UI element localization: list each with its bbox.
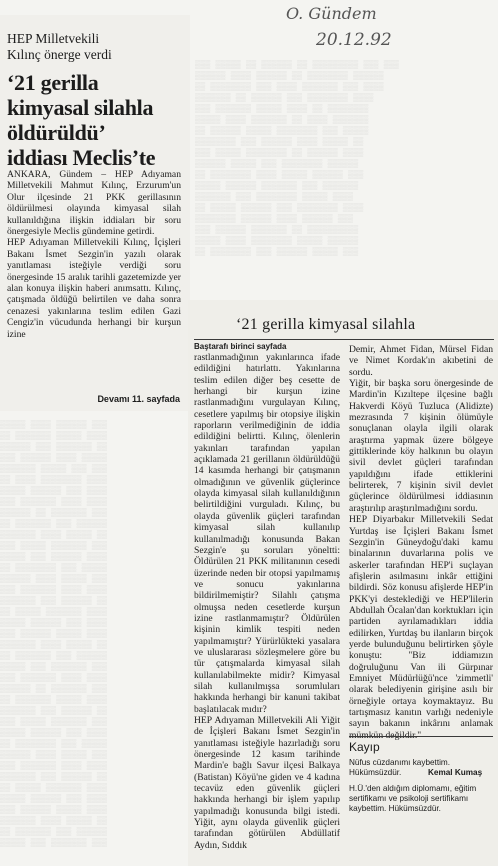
front-page-clipping bbox=[0, 15, 190, 411]
article1-continued: Devamı 11. sayfada bbox=[97, 394, 180, 404]
article2-column-1: rastlanmadığının yakınlarınca ifade edildiğini hatırlattı. Yakınlarına teslim edilen diğer beş cesette de herhangi bir kurşun izine rastlanmadığını vurgulayan Kılınç, cesetlere yapılmış bir otopsiye ilişkin raporların verilmediğinin de iddia edildiğini belirtti. Kılınç, ölenlerin yakınları tarafından yapılan açıklamada 21 gerillanın öldürüldüğü 14 kasımda herhangi bir çatışmanın olmadığının ve güvenlik güçlerince olayda kimyasal silah kullanıldığının belirtildiğini vurguladı. Kılınç, bu olayda güvenlik güçleri tarafından kimyasal silah kullanılıp kullanılmadığı konusunda Bakan Sezgin'e şu soruları yöneltti: Öldürülen 21 PKK militanının cesedi üzerinde neden bir otopsi yapılmamış ve sonucu yakınlarına bildirilmemiştir? Silahlı çatışma olmuşsa neden cesetlerde kurşun izine rastlanmamıştır? Öldürülen kişinin kimlik tespiti neden yapılmamıştır? Yürürlükteki yasalara ve uluslararası sözleşmelere göre bu tür çatışmalarda kimyasal silah kullanılabilmekte midir? Kimyasal silah kullanılmışsa sorumluları hakkında herhangi bir kanuni takibat başlatılacak mıdır? HEP Adıyaman Milletvekili Ali Yiğit de İçişleri Bakanı İsmet Sezgin'in yanıtlaması isteğiyle hazırladığı soru önergesinde 12 kasım tarihinde Mardin'e bağlı Savur ilçesi Balkaya (Batistan) Köyü'ne giden ve 4 kadına tecavüz eden güvenlik güçleri hakkında herhangi bir işlem yapılıp yapılmadığı konusunda bilgi istedi. Yiğit, aynı olayda güvenlik güçleri tarafından götürülen Abdüllatif Aydın, Sıddık bbox=[194, 352, 340, 851]
handwritten-source: O. Gündem bbox=[286, 4, 377, 23]
inside-page-clipping bbox=[188, 300, 498, 866]
article1-headline: ‘21 gerilla kimyasal silahla öldürüldü’ iddiası Meclis’te bbox=[7, 70, 156, 170]
lost-notice-line1: Nüfus cüzdanımı kaybettim. Hükümsüzdür. bbox=[349, 758, 451, 777]
article1-body: ANKARA, Gündem – HEP Adıyaman Milletvekili Mahmut Kılınç, Erzurum'un Olur ilçesinde 21 PKK gerillasının öldürülmesi olayında kimyasal silah kullanıldığına ilişkin iddiaları bir soru önergesiyle Meclis gündemine getirdi. HEP Adıyaman Milletvekili Kılınç, İçişleri Bakanı İsmet Sezgin'in yazılı olarak yanıtlaması isteğiyle verdiği soru önergesinde 15 aralık tarihli gazetemizde yer alan konuya ilişkin haberi anımsattı. Kılınç, çatışmada öldüğü belirtilen ve daha sonra cenazesi yakınlarına teslim edilen Gazi Cengiz'in vücudunda herhangi bir kurşun izine bbox=[7, 169, 181, 340]
article2-column-2: Demir, Ahmet Fidan, Mürsel Fidan ve Nimet Kordak'ın akıbetini de sordu. Yiğit, bir başka soru önergesinde de Mardin'in Kızıltepe ilçesine bağlı Hakverdi Köyü Tuzluca (Alidizte) mezrasında 7 kişinin ölümüyle sonuçlanan olayla ilgili olarak araştırma yapmak üzere bölgeye gittiklerinde köy halkının bu olayın sivil devlet güçleri tarafından yapıldığını ifade ettiklerini belirterek, 7 kişinin sivil devlet güçlerince öldürülmesi iddiasının araştırılıp araştırılmadığını sordu. HEP Diyarbakır Milletvekili Sedat Yurtdaş ise İçişleri Bakanı İsmet Sezgin'in Güneydoğu'daki kamu binalarının duvarlarına polis ve askerler tarafından HEP'i suçlayan afişlerin asılmasını inkâr ettiğini bildirdi. Söz konusu afişlerde HEP'in PKK'yi desteklediği ve HEP'lilerin Abdullah Öcalan'dan korktukları için partiden ayrılamadıkları iddia edilirken, Yurtdaş bu ilanların birçok yerde bulunduğunu belirtirken şöyle konuştu: "Biz iddiamızın doğruluğunu Van ili Gürpınar Emniyet Müdürlüğü'nce 'zimmetli' olarak belediyenin girişine asılı bir örneğiyle ortaya koymaktayız. Bu tartışmasız kanıtın varlığı nedeniyle sayın bakanın inkârını anlamak bbox=[349, 344, 493, 730]
title-rule bbox=[194, 339, 494, 340]
lost-notice-signer: Kemal Kumaş bbox=[428, 768, 483, 777]
lost-notice-heading: Kayıp bbox=[349, 740, 380, 754]
article2-title: ‘21 gerilla kimyasal silahla bbox=[236, 316, 416, 333]
article2-runin: Baştarafı birinci sayfada bbox=[194, 342, 287, 351]
handwritten-date: 20.12.92 bbox=[316, 30, 392, 50]
lost-notice-line2: H.Ü.'den aldığım diplomamı, eğitim sertifikamı ve psikoloji sertifikamı kaybettim. Hükümsüzdür. bbox=[349, 784, 477, 813]
reverse-page-bleed-lower: ▒▒▒▒▒ ▒▒▒▒ ▒▒▒▒▒▒ ▒▒▒ ▒▒ ▒▒▒▒▒▒▒ ▒▒▒▒▒ ▒▒▒▒ ▒▒▒▒▒▒ ▒▒▒ ▒▒▒▒▒▒▒ ▒▒ ▒▒▒ ▒▒▒▒▒▒ ▒▒▒▒ ▒▒▒▒▒ ▒▒▒▒▒▒▒ ▒▒▒▒▒ ▒▒▒ ▒▒▒ ▒▒ ▒▒▒▒ ▒▒▒▒▒▒▒▒ ▒▒▒▒ ▒▒▒▒▒ ▒▒▒▒▒▒ ▒▒▒ ▒▒▒▒ ▒▒▒ ▒▒▒▒▒▒▒ ▒▒▒▒ ▒▒▒▒ ▒▒▒▒▒▒ ▒▒ ▒▒▒▒▒▒▒ ▒▒▒ ▒▒ ▒▒▒▒▒▒▒ ▒▒▒ ▒▒▒▒▒▒ ▒▒▒▒▒▒▒ ▒▒▒▒ ▒▒▒▒▒ ▒▒ ▒▒▒ ▒▒▒▒▒ ▒▒▒▒▒▒▒ ▒▒▒ ▒▒▒▒▒ ▒▒▒ ▒▒▒▒▒▒ ▒▒▒▒ ▒▒ ▒▒▒▒▒▒▒▒ ▒▒▒ ▒▒▒▒▒ ▒▒▒▒▒▒ ▒▒▒▒ ▒▒▒▒▒ ▒▒▒ ▒▒▒ ▒▒▒▒▒▒▒ ▒▒▒▒ ▒▒▒▒ ▒▒▒▒▒▒▒ ▒▒▒ ▒▒▒▒▒▒ ▒▒ ▒▒ ▒▒▒▒▒ ▒▒▒▒▒▒▒ ▒▒▒▒ ▒▒▒▒▒ ▒▒▒▒▒▒ ▒▒▒ ▒▒▒▒ ▒▒▒ ▒▒▒▒▒▒ ▒▒▒▒▒ ▒▒▒▒ ▒▒▒▒▒▒▒ ▒▒▒▒ ▒▒▒▒▒ ▒▒ ▒▒ ▒▒▒▒▒▒▒ ▒▒▒ ▒▒▒▒▒▒ ▒▒▒▒▒ ▒▒▒ ▒▒▒▒▒▒▒ ▒▒▒ ▒▒▒ ▒▒▒▒▒▒▒ ▒▒▒▒ ▒▒▒▒ ▒▒▒▒▒▒ ▒▒ ▒▒▒▒▒▒▒ ▒▒▒ ▒▒ ▒▒▒▒▒▒▒ ▒▒▒▒▒ ▒▒▒▒ ▒▒▒▒▒▒▒ ▒▒▒ ▒▒▒▒▒▒ ▒▒ ▒▒▒ ▒▒▒▒▒ ▒▒▒▒▒▒▒ ▒▒▒ ▒▒▒▒▒ ▒▒▒▒▒▒ ▒▒▒ ▒▒▒▒ ▒▒ ▒▒▒▒▒▒▒▒ ▒▒▒ ▒▒▒▒▒ ▒▒▒▒▒▒ ▒▒▒▒ ▒▒▒▒▒ ▒▒▒ ▒▒▒ ▒▒▒▒▒▒▒ ▒▒▒▒ ▒▒▒▒ ▒▒▒▒▒▒▒ ▒▒▒ ▒▒▒▒▒▒ ▒▒ ▒▒ ▒▒▒▒▒ ▒▒▒▒▒▒▒ ▒▒▒▒ ▒▒▒▒▒ ▒▒▒▒▒▒ ▒▒▒ ▒▒▒▒ ▒▒▒ ▒▒▒▒▒▒ ▒▒▒▒▒ ▒▒▒▒ ▒▒▒▒▒▒▒ ▒▒▒▒ ▒▒▒▒▒ ▒▒ ▒▒ ▒▒▒▒▒▒▒ ▒▒▒ ▒▒▒▒▒▒ ▒▒▒▒▒ ▒▒▒ ▒▒▒▒▒▒▒ ▒▒▒ bbox=[0, 420, 108, 848]
reverse-page-bleed: ▒▒▒ ▒▒▒▒▒ ▒▒ ▒▒▒▒▒▒ ▒▒ ▒▒▒▒▒▒▒▒▒ ▒▒▒ ▒▒▒ ▒▒▒▒▒▒ ▒▒▒▒ ▒▒▒▒▒▒ ▒▒ ▒▒▒▒▒▒▒▒ ▒▒▒▒▒▒ ▒▒ ▒▒▒▒▒▒▒▒ ▒▒▒ ▒▒▒▒ ▒▒▒▒▒▒▒ ▒▒▒ ▒▒▒▒ ▒▒▒▒▒▒▒ ▒▒ ▒▒▒▒▒▒ ▒▒▒ ▒▒▒▒▒▒▒▒ ▒▒▒▒ ▒▒▒ ▒▒▒▒▒▒▒ ▒▒▒▒▒ ▒▒▒▒ ▒▒ ▒▒▒▒▒▒▒▒ ▒▒▒▒▒ ▒▒▒▒ ▒▒▒▒▒▒▒ ▒▒ ▒▒▒▒ ▒▒▒▒▒▒▒ ▒▒ ▒▒▒▒▒▒ ▒▒▒▒▒ ▒▒▒▒▒▒▒▒ ▒▒▒ ▒▒▒▒▒ ▒▒▒▒▒▒▒▒ ▒▒▒ ▒▒▒▒▒▒ ▒▒▒▒ ▒▒▒▒▒ ▒▒ ▒▒▒ ▒▒▒▒▒ ▒▒▒▒▒▒▒▒ ▒▒ ▒▒▒▒▒▒ ▒▒▒▒ ▒▒▒▒▒▒ ▒▒▒▒▒ ▒▒▒ ▒▒▒▒▒▒▒▒ ▒▒▒▒▒▒ ▒▒ ▒▒▒▒▒▒▒▒ ▒▒▒▒ ▒▒▒▒▒ ▒▒▒▒▒▒ ▒▒▒ ▒▒▒▒▒ ▒▒▒▒▒▒ ▒▒▒▒▒▒▒ ▒▒▒ ▒▒▒▒▒▒▒ ▒▒▒▒▒▒▒ ▒▒▒ ▒▒▒▒▒▒▒▒ ▒▒▒▒▒ ▒▒▒▒ ▒▒ ▒▒▒▒▒ ▒▒▒▒▒▒ ▒▒▒ ▒▒▒▒▒▒▒▒ ▒▒▒▒ ▒▒▒▒▒▒▒▒ ▒▒▒▒▒▒ ▒▒▒▒ ▒▒▒▒▒▒ ▒▒▒ ▒▒▒ ▒▒▒▒▒▒ ▒▒▒▒▒▒▒ ▒▒ ▒▒▒▒▒▒▒▒▒▒ ▒▒▒▒▒ ▒▒▒▒ ▒▒▒▒▒▒▒▒ ▒▒▒▒▒ ▒▒▒▒▒▒ ▒▒ ▒▒▒▒▒▒▒▒ ▒▒▒ ▒▒▒▒▒▒ ▒▒▒▒▒ ▒▒▒ bbox=[195, 60, 400, 257]
article1-kicker: HEP Milletvekili Kılınç önerge verdi bbox=[7, 31, 112, 62]
lost-notice-rule bbox=[349, 736, 493, 737]
